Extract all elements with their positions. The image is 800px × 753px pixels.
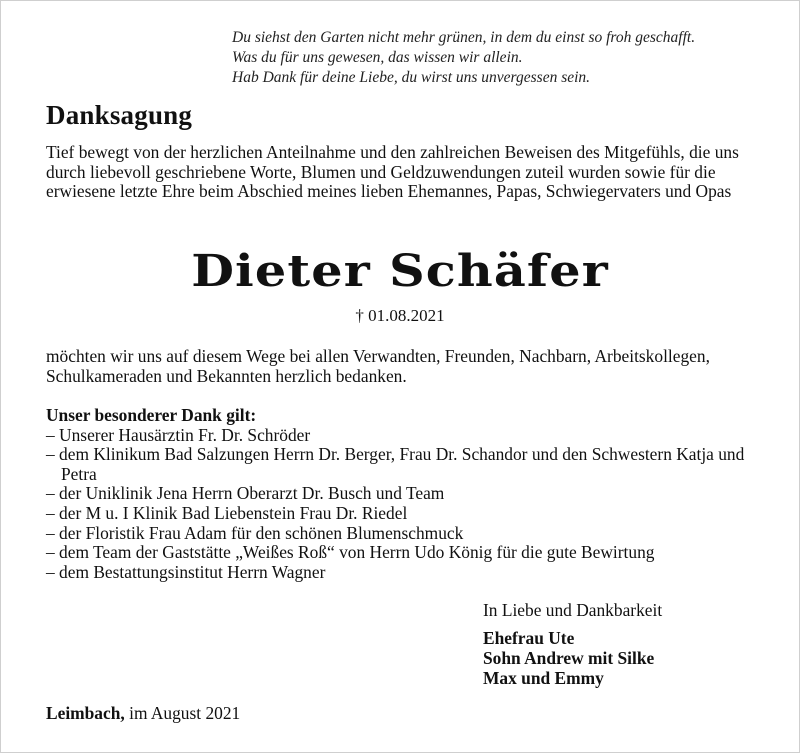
verse-line: Was du für uns gewesen, das wissen wir allein. [232,49,523,66]
place-date-text: im August 2021 [129,703,241,723]
signature: Ehefrau Ute [483,628,575,648]
list-item: – der M u. I Klinik Bad Liebenstein Frau Dr. Riedel [46,502,408,523]
place-date [46,703,240,724]
signature: Sohn Andrew mit Silke [483,648,655,668]
list-item: – Unserer Hausärztin Fr. Dr. Schröder [46,424,311,445]
memorial-verse [232,28,695,88]
closing-line: In Liebe und Dankbarkeit [483,600,663,620]
list-item: – dem Team der Gaststätte „Weißes Roß“ von Herrn Udo König für die gute Bewirtung [46,542,655,563]
special-thanks-list [46,426,766,583]
list-item: – dem Klinikum Bad Salzungen Herrn Dr. Berger, Frau Dr. Schandor und den Schwestern Katja und Petra [46,444,745,484]
signature: Max und Emmy [483,668,604,688]
closing-block [483,600,662,688]
deceased-name: Dieter Schäfer [191,246,609,297]
list-item: – der Uniklinik Jena Herrn Oberarzt Dr. Busch und Team [46,483,445,504]
verse-line: Hab Dank für deine Liebe, du wirst uns unvergessen sein. [232,69,591,86]
verse-line: Du siehst den Garten nicht mehr grünen, in dem du einst so froh geschafft. [232,29,696,46]
list-item: – der Floristik Frau Adam für den schönen Blumenschmuck [46,522,464,543]
thanks-paragraph: möchten wir uns auf diesem Wege bei allen Verwandten, Freunden, Nachbarn, Arbeitskollegen, Schulkameraden und Bekannten herzlich bedanken. [46,346,710,386]
list-item: – dem Bestattungsinstitut Herrn Wagner [46,561,326,582]
special-thanks [46,406,766,582]
place-town: Leimbach, [46,703,125,723]
special-thanks-title: Unser besonderer Dank gilt: [46,405,257,425]
intro-paragraph: Tief bewegt von der herzlichen Anteilnahme und den zahlreichen Beweisen des Mitgefühls, die uns durch liebevoll geschriebene Worte, Blumen und Geldzuwendungen zuteil wurden sowie für die erwiesene letzte Ehre beim Abschied meines lieben Ehemannes, Papas, Schwiegervaters und Opas [46,142,739,202]
death-date: † 01.08.2021 [355,306,445,325]
page-title: Danksagung [46,100,193,130]
